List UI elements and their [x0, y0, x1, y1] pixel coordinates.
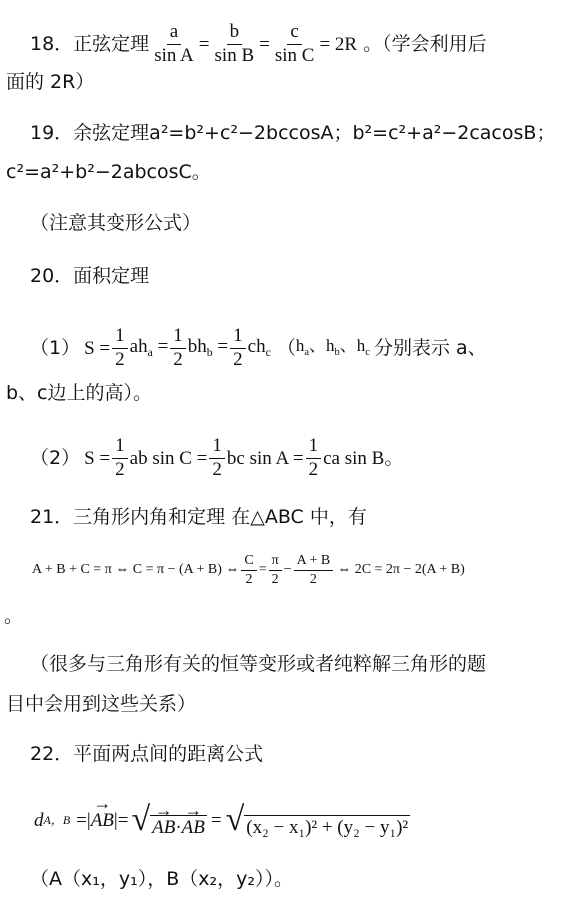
heights-description-cont: b、c边上的高）。 — [6, 382, 153, 404]
item-1-label: （1） — [30, 336, 81, 359]
fraction-one-half: $\frac{1}{2}$ — [112, 436, 128, 481]
fraction-one-half: $\frac{1}{2}$ — [306, 436, 322, 481]
section-19-line2: c²=a²+b²−2abcosC。 — [6, 161, 211, 183]
sqrt-coordinates: √ (x₂ − x₁)² + (y₂ − y₁)² — [225, 801, 409, 838]
fraction-C-2: $\frac{C}{2}$ — [241, 553, 256, 587]
section-18: 18．正弦定理 $\frac{a}{\text{sin A}}$ = $\frac{b}{\text{sin B}}$ = $\frac{c}{\text{sin C}}$ = 2R 。（学会利用后 — [30, 20, 487, 66]
heights-description: 分别表示 a、 — [373, 336, 487, 359]
section-18-title: 18．正弦定理 — [30, 32, 150, 55]
distance-formula: d A，B =| → AB |= √ → AB·→ AB = √ (x₂ − x₁)² + (y₂ − y₁)² — [34, 790, 410, 850]
section-20-title: 20．面积定理 — [30, 265, 150, 287]
vector-AB: → AB — [91, 811, 114, 830]
area-formula-2: （2） S = $\frac{1}{2}$ ab sin C = $\frac{1}{2}$ bc sin A = $\frac{1}{2}$ ca sin B 。 — [30, 434, 404, 480]
section-21-note-1: （很多与三角形有关的恒等变形或者纯粹解三角形的题 — [30, 653, 487, 675]
fraction-b-sinB: $\frac{b}{\text{sin B}}$ — [214, 20, 255, 66]
section-21-title: 21．三角形内角和定理 在△ABC 中，有 — [30, 506, 367, 528]
angle-sum-formula: A + B + C = π ⇔ C = π − (A + B) ⇔ $\frac{C}{2}$ = $\frac{\pi}{2}$ − $\frac{A + B}{2}$ ⇔ 2C = 2π − 2(A + B) — [32, 553, 465, 587]
heights-list: $h_a$、$h_b$、$h_c$ — [295, 336, 370, 359]
section-19-line1: 19．余弦定理a²=b²+c²−2bccosA；b²=c²+a²−2cacosB； — [30, 122, 556, 144]
area-formula-1: （1） S = $\frac{1}{2}$ $ah_a$ = $\frac{1}{2}$ $bh_b$ = $\frac{1}{2}$ $ch_c$ （ $h_a$、$h_b$、$h_c$ 分别表示 a、 — [30, 324, 487, 370]
fraction-one-half: $\frac{1}{2}$ — [230, 326, 246, 371]
section-18-note: 。（学会利用后 — [363, 32, 487, 55]
fraction-AB-2: $\frac{A + B}{2}$ — [294, 553, 334, 587]
sqrt-dot-product: √ → AB·→ AB — [131, 803, 206, 837]
fraction-one-half: $\frac{1}{2}$ — [112, 326, 128, 371]
section-18-note-cont: 面的 2R） — [6, 71, 95, 93]
fraction-one-half: $\frac{1}{2}$ — [209, 436, 225, 481]
equals-2R: = 2R — [319, 33, 358, 55]
section-19-note: （注意其变形公式） — [30, 212, 202, 234]
fraction-one-half: $\frac{1}{2}$ — [170, 326, 186, 371]
fraction-pi-2: $\frac{\pi}{2}$ — [269, 553, 282, 587]
fraction-c-sinC: $\frac{c}{\text{sin C}}$ — [274, 20, 315, 66]
section-22-title: 22．平面两点间的距离公式 — [30, 743, 264, 765]
section-21-note-2: 目中会用到这些关系） — [6, 693, 197, 715]
fraction-a-sinA: $\frac{a}{\text{sin A}}$ — [154, 20, 194, 66]
item-2-label: （2） — [30, 446, 81, 469]
points-definition: （A（x₁，y₁），B（x₂，y₂））。 — [30, 868, 293, 890]
period-mark: 。 — [4, 605, 24, 627]
